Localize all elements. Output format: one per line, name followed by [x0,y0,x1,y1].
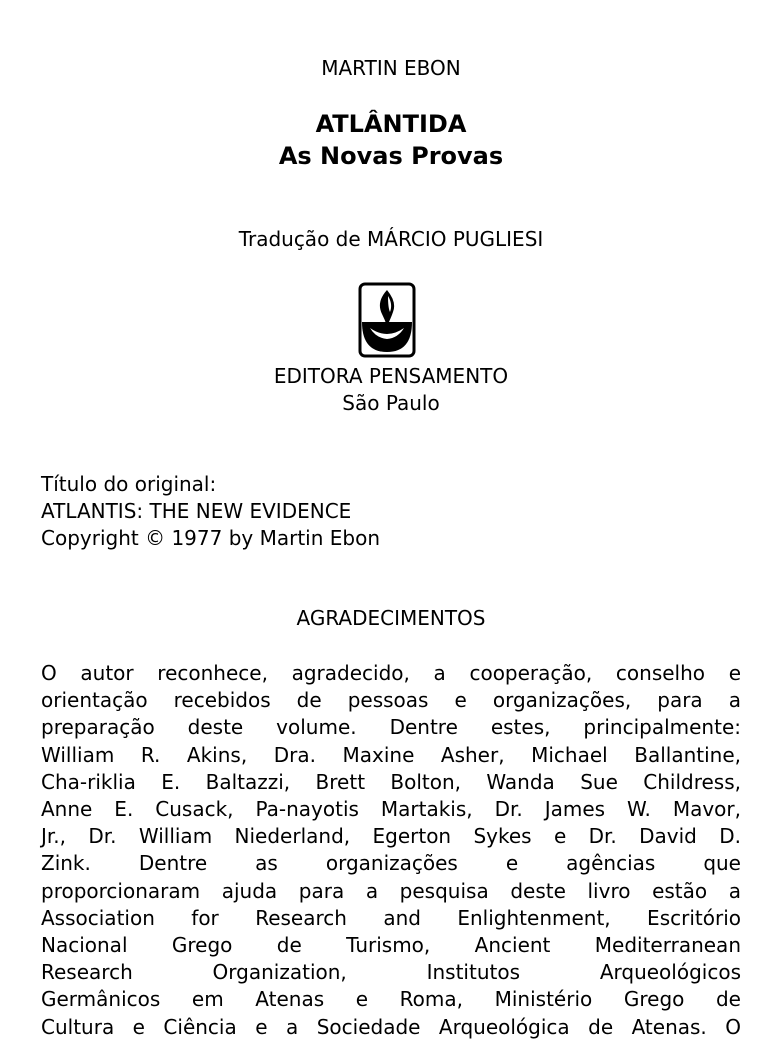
original-title: ATLANTIS: THE NEW EVIDENCE [41,499,352,523]
paragraph-line: Germânicos em Atenas e Roma, Ministério Grego de [41,987,741,1012]
paragraph-line: preparação deste volume. Dentre estes, principalmente: [41,715,741,740]
paragraph-line: William R. Akins, Dra. Maxine Asher, Michael Ballantine, [41,742,741,767]
publisher-city: São Paulo [342,391,440,415]
paragraph-line: Anne E. Cusack, Pa-nayotis Martakis, Dr. James W. Mavor, [41,797,741,822]
paragraph-line: Zink. Dentre as organizações e agências que [41,851,741,876]
publisher-name: EDITORA PENSAMENTO [273,364,509,388]
acknowledgements-body [41,660,741,1041]
original-title-block [41,471,380,552]
copyright-notice: Copyright © 1977 by Martin Ebon [41,526,380,550]
paragraph-line: orientação recebidos de pessoas e organizações, para a [41,688,741,713]
publisher-logo-icon [358,282,416,358]
acknowledgements-heading: AGRADECIMENTOS [296,606,486,630]
author-name: MARTIN EBON [321,56,461,80]
translator-credit: Tradução de MÁRCIO PUGLIESI [238,227,544,251]
publisher-block [0,363,768,417]
paragraph-line: O autor reconhece, agradecido, a cooperação, conselho e [41,661,741,685]
book-subtitle: As Novas Provas [278,142,504,170]
paragraph-line: Research Organization, Institutos Arqueológicos [41,960,741,985]
paragraph-line: Association for Research and Enlightenment, Escritório [41,905,741,930]
paragraph-line: Cha-riklia E. Baltazzi, Brett Bolton, Wanda Sue Childress, [41,769,741,794]
original-title-label: Título do original: [41,472,217,496]
paragraph-line: Cultura e Ciência e a Sociedade Arqueológica de Atenas. O [41,1014,741,1039]
paragraph-line: Jr., Dr. William Niederland, Egerton Sykes e Dr. David D. [41,824,741,849]
paragraph-line: proporcionaram ajuda para a pesquisa deste livro estão a [41,878,741,903]
book-title-block [0,108,768,172]
book-title: ATLÂNTIDA [315,110,467,138]
paragraph-line: Nacional Grego de Turismo, Ancient Mediterranean [41,933,741,958]
